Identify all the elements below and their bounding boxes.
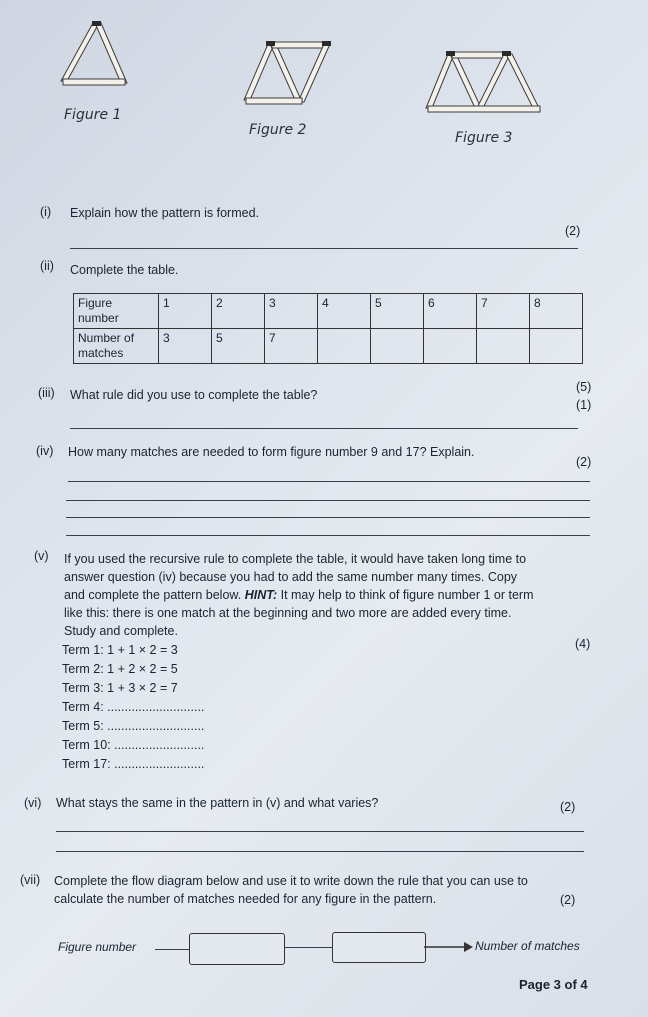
question-5-line-4: like this: there is one match at the beginning and two more are added every time.	[64, 606, 512, 620]
answer-line[interactable]	[56, 831, 584, 832]
question-6-text: What stays the same in the pattern in (v) and what varies?	[56, 796, 379, 810]
matches-header: Number of matches	[74, 329, 159, 364]
question-7-line-2: calculate the number of matches needed for any figure in the pattern.	[54, 892, 437, 906]
matches-cell-empty[interactable]	[477, 329, 530, 364]
matches-cell-empty[interactable]	[318, 329, 371, 364]
matches-cell-empty[interactable]	[371, 329, 424, 364]
question-1-text: Explain how the pattern is formed.	[70, 206, 259, 220]
question-7-number: (vii)	[20, 873, 41, 887]
flow-arrow-icon	[424, 940, 474, 954]
figure-number-cell: 7	[477, 294, 530, 329]
figure-3-label: Figure 3	[455, 130, 513, 146]
matches-cell: 7	[265, 329, 318, 364]
figure-number-row	[74, 294, 583, 329]
figure-2-drawing	[238, 38, 338, 110]
term-4[interactable]: Term 4: ............................	[62, 700, 205, 714]
flow-box-1[interactable]	[189, 933, 285, 965]
term-3: Term 3: 1 + 3 × 2 = 7	[62, 681, 178, 695]
page-number: Page 3 of 4	[519, 977, 588, 992]
hint-label: HINT:	[244, 588, 278, 602]
question-4-marks: (2)	[576, 455, 592, 469]
question-1-number: (i)	[40, 205, 52, 219]
figure-number-cell: 8	[530, 294, 583, 329]
question-5-marks: (4)	[575, 637, 591, 651]
question-6-number: (vi)	[24, 796, 42, 810]
answer-line[interactable]	[68, 481, 590, 482]
figure-number-cell: 5	[371, 294, 424, 329]
figure-1-label: Figure 1	[64, 107, 122, 123]
figure-number-cell: 4	[318, 294, 371, 329]
matches-cell-empty[interactable]	[424, 329, 477, 364]
question-3-marks: (1)	[576, 398, 592, 412]
matches-cell: 5	[212, 329, 265, 364]
term-10[interactable]: Term 10: ..........................	[62, 738, 205, 752]
question-5-line-3: and complete the pattern below. HINT: It may help to think of figure number 1 or term	[64, 588, 534, 602]
term-17[interactable]: Term 17: ..........................	[62, 757, 205, 771]
answer-line[interactable]	[70, 248, 578, 249]
answer-line[interactable]	[56, 851, 584, 852]
answer-line[interactable]	[66, 517, 590, 518]
figure-number-cell: 6	[424, 294, 477, 329]
flow-output-label: Number of matches	[475, 939, 580, 953]
figure-number-header: Figure number	[74, 294, 159, 329]
matches-cell: 3	[159, 329, 212, 364]
term-5[interactable]: Term 5: ............................	[62, 719, 205, 733]
question-2-number: (ii)	[40, 259, 54, 273]
question-7-marks: (2)	[560, 893, 576, 907]
question-1-marks: (2)	[565, 224, 581, 238]
term-list	[62, 641, 204, 774]
flow-connector	[155, 949, 190, 950]
flow-connector	[284, 947, 332, 948]
question-3-number: (iii)	[38, 386, 55, 400]
figure-3-drawing	[420, 48, 550, 116]
question-7-line-1: Complete the flow diagram below and use it to write down the rule that you can use to	[54, 874, 528, 888]
flow-box-2[interactable]	[332, 932, 426, 963]
matches-row	[74, 329, 583, 364]
figure-2-label: Figure 2	[249, 122, 307, 138]
answer-line[interactable]	[66, 535, 590, 536]
figure-number-cell: 2	[212, 294, 265, 329]
term-2: Term 2: 1 + 2 × 2 = 5	[62, 662, 178, 676]
matches-table	[73, 293, 583, 364]
question-3-text: What rule did you use to complete the table?	[70, 388, 318, 402]
question-6-marks: (2)	[560, 800, 576, 814]
answer-line[interactable]	[66, 500, 590, 501]
answer-line[interactable]	[70, 428, 578, 429]
question-5-number: (v)	[34, 549, 49, 563]
question-4-text: How many matches are needed to form figure number 9 and 17? Explain.	[68, 445, 475, 459]
flow-input-label: Figure number	[58, 940, 137, 954]
matches-cell-empty[interactable]	[530, 329, 583, 364]
figure-1-drawing	[55, 15, 135, 93]
question-5-line-5: Study and complete.	[64, 624, 178, 638]
question-5-line-1: If you used the recursive rule to complete the table, it would have taken long time to	[64, 552, 527, 566]
term-1: Term 1: 1 + 1 × 2 = 3	[62, 643, 178, 657]
question-4-number: (iv)	[36, 444, 54, 458]
question-2-marks: (5)	[576, 380, 592, 394]
question-2-text: Complete the table.	[70, 263, 179, 277]
question-5-line-2: answer question (iv) because you had to add the same number many times. Copy	[64, 570, 518, 584]
figure-number-cell: 3	[265, 294, 318, 329]
figure-number-cell: 1	[159, 294, 212, 329]
